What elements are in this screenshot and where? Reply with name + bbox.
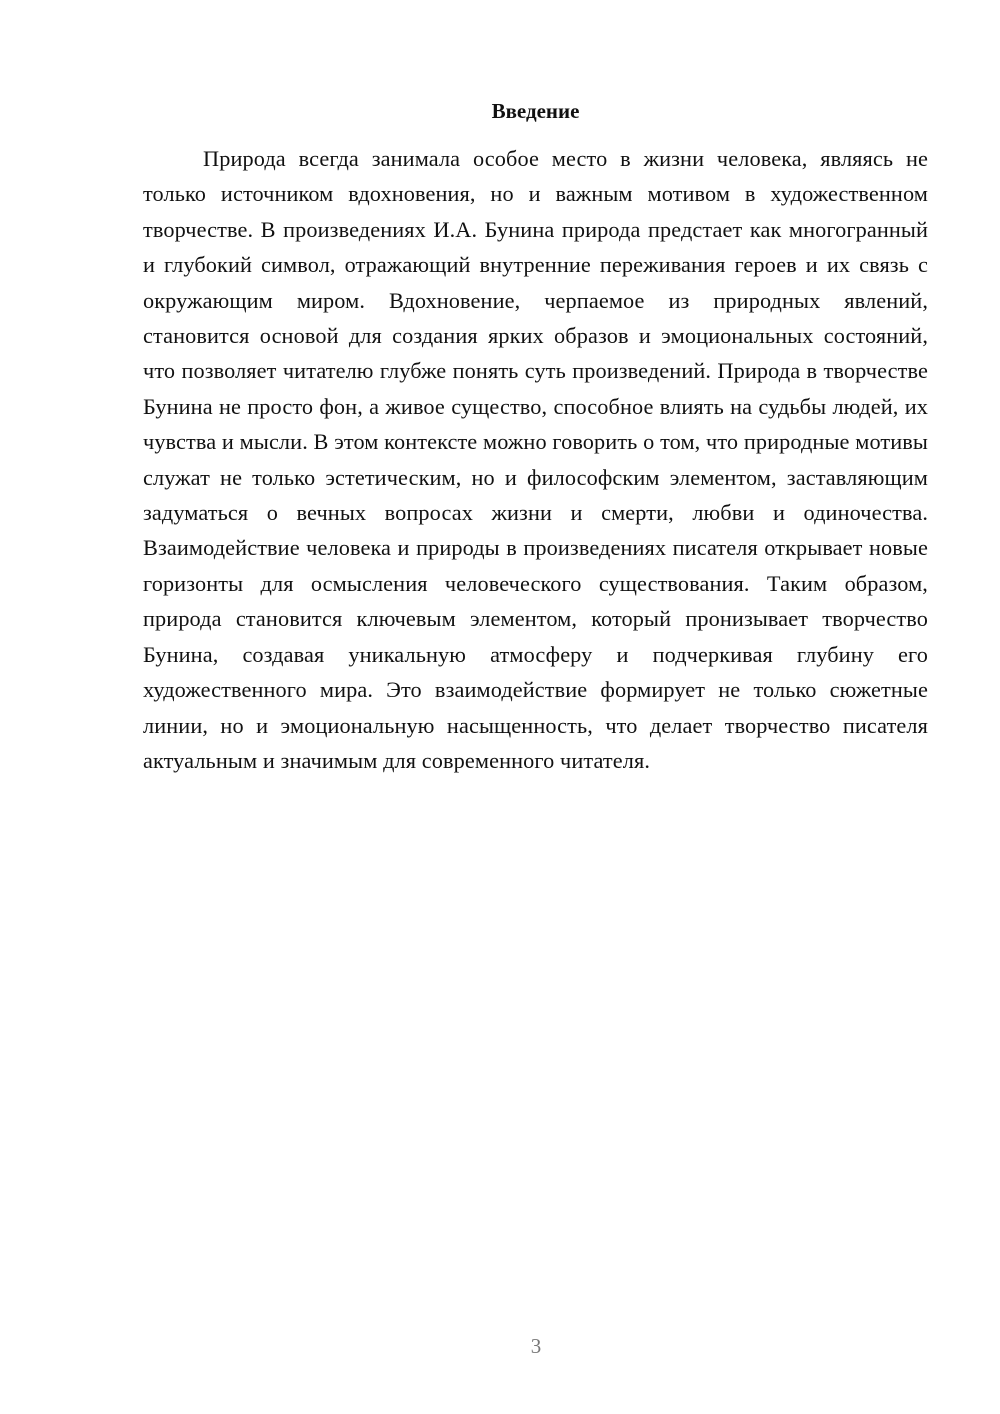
section-title: Введение — [491, 99, 580, 123]
page-number: 3 — [530, 1334, 542, 1358]
body-paragraph: Природа всегда занимала особое место в жизни человека, являясь не только источником вдохновения, но и важным мотивом в художественном творчестве. В произведениях И.А. Бунина природа предстает как многогранный и глубокий символ, отражающий внутренние переживания героев и их связь с окружающим миром. Вдохновение, черпаемое из природных явлений, становится основой для создания ярких образов и эмоциональных состояний, что позволяет читателю глубже понять суть произведений. Природа в творчестве Бунина не просто фон, а живое существо, способное влиять на судьбы людей, их чувства и мысли. В этом контексте можно говорить о том, что природные мотивы служат не только эстетическим, но и философским элементом, заставляющим задуматься о вечных вопросах жизни и смерти, любви и одиночества. Взаимодействие человека и природы в произведениях писателя открывает новые горизонты для осмысления человеческого существования. Таким образом, природа становится ключевым элементом, который пронизывает творчество Бунина, создавая уникальную атмосферу и подчеркивая глубину его художественного мира. Это взаимодействие формирует не только сюжетные линии, но и эмоциональную насыщенность, что делает творчество писателя актуальным и значимым для современного читателя. — [143, 146, 928, 773]
